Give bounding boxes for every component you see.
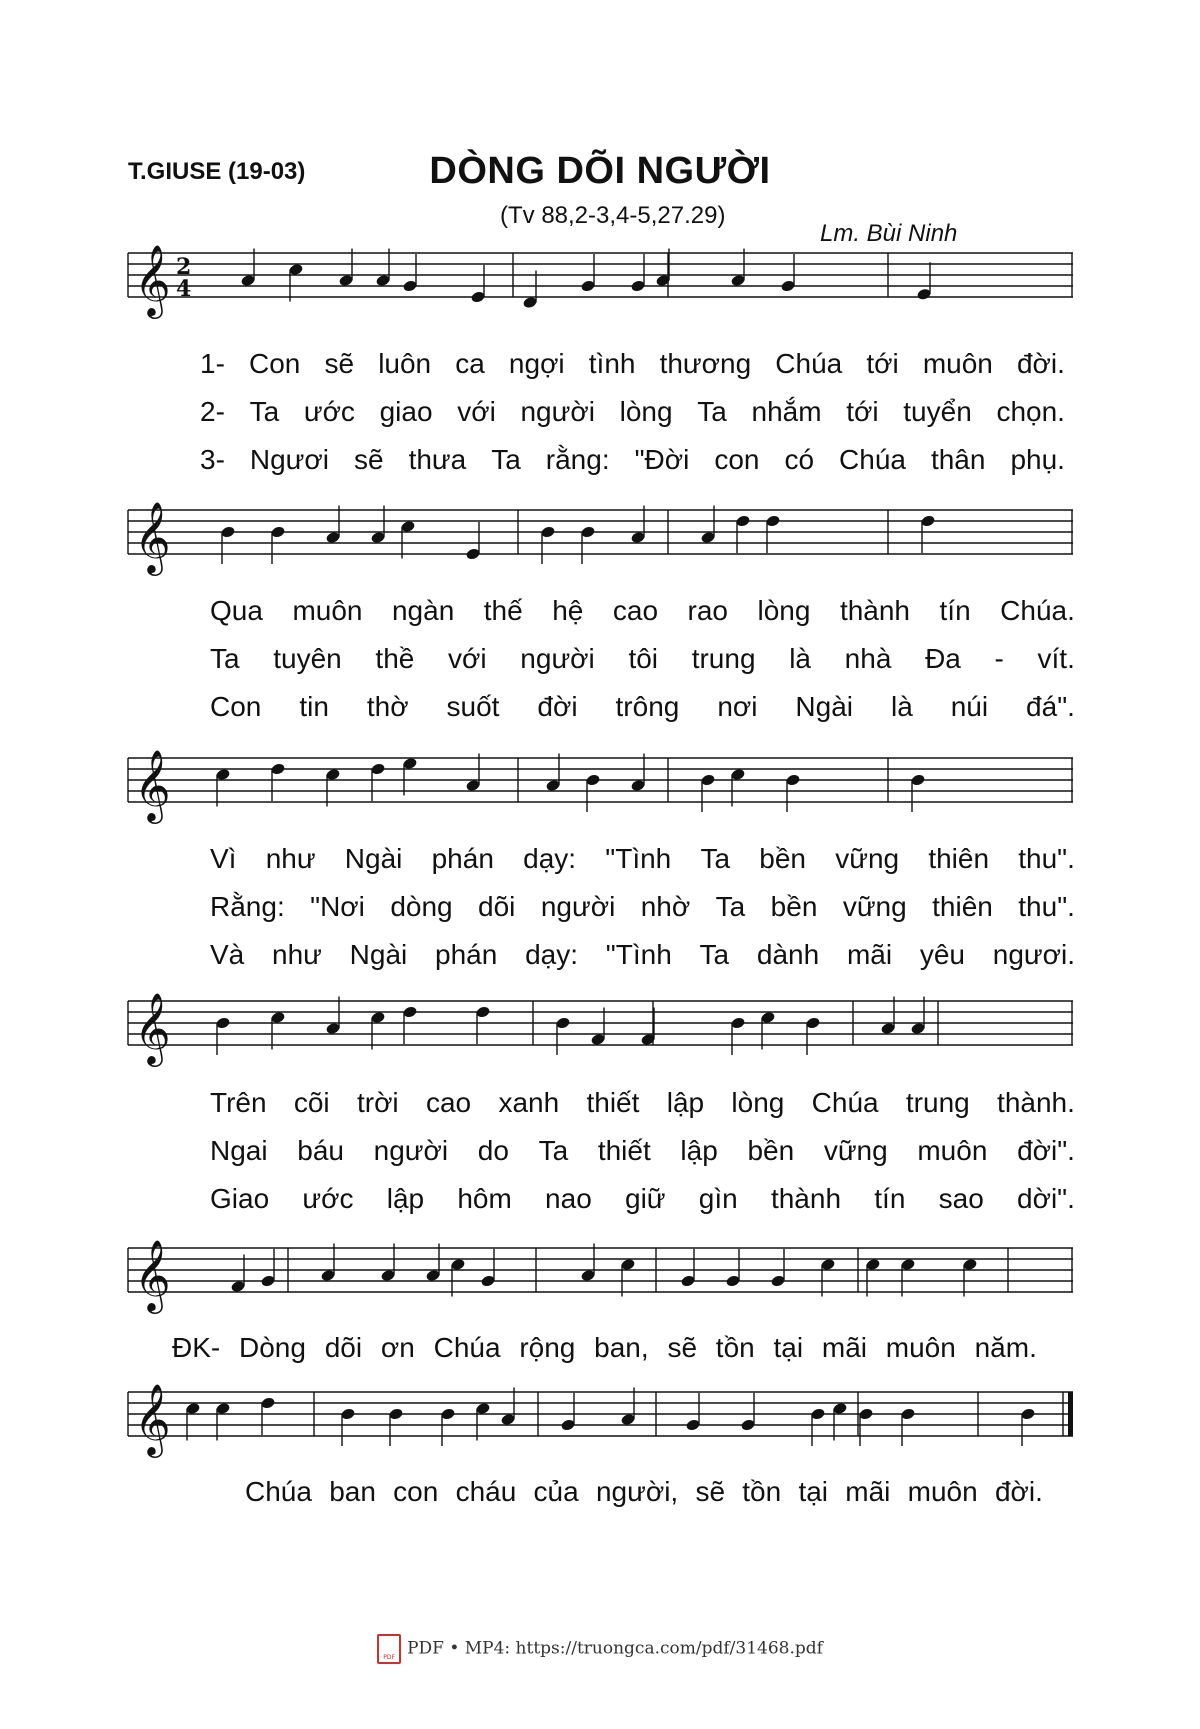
- verse2-line4: [210, 1135, 1075, 1167]
- lyric-word: luôn: [378, 348, 432, 379]
- lyric-word: rằng:: [545, 444, 610, 475]
- lyric-word: người,: [595, 1476, 679, 1507]
- lyric-word: sẽ: [354, 444, 384, 475]
- lyric-word: mãi: [845, 1476, 891, 1507]
- staff-system-5: [128, 1240, 1073, 1310]
- lyric-word: Ngươi: [249, 444, 330, 475]
- treble-clef-icon: 𝄞: [134, 991, 171, 1064]
- lyric-word: tín: [874, 1183, 906, 1214]
- lyric-word: muôn: [917, 1135, 988, 1166]
- lyric-word: người: [540, 891, 616, 922]
- verse3-line2: [210, 691, 1075, 723]
- staff-system-1: [128, 245, 1073, 315]
- lyric-word: thờ: [366, 691, 409, 722]
- lyric-word: tình: [588, 348, 636, 379]
- lyric-word: Ta: [700, 843, 731, 874]
- lyric-word: Chúa: [433, 1332, 501, 1363]
- time-signature-top: 2: [176, 254, 192, 280]
- lyric-word: ngươi.: [992, 939, 1075, 970]
- lyric-word: trông: [615, 691, 680, 722]
- lyric-word: đời.: [1016, 348, 1065, 379]
- verse2-line3: [210, 891, 1075, 923]
- lyric-word: trung: [691, 643, 756, 674]
- lyric-word: tại: [798, 1476, 829, 1507]
- lyric-word: ơn: [380, 1332, 415, 1363]
- refrain-line1: [172, 1332, 1037, 1364]
- lyric-word: rao: [687, 595, 728, 626]
- verse3-line1: [200, 444, 1065, 476]
- time-signature-bottom: 4: [176, 276, 192, 302]
- lyric-word: dõi: [324, 1332, 363, 1363]
- lyric-word: thu".: [1018, 891, 1075, 922]
- lyric-word: nhà: [844, 643, 892, 674]
- lyric-word: lòng: [757, 595, 811, 626]
- lyric-word: ngàn: [391, 595, 455, 626]
- lyric-word: tới: [846, 396, 879, 427]
- lyric-word: Ta: [210, 643, 240, 674]
- staff-lines: [128, 758, 1073, 802]
- lyric-word: cao: [612, 595, 659, 626]
- lyric-word: ban,: [594, 1332, 649, 1363]
- song-title: DÒNG DÕI NGƯỜI: [429, 150, 771, 192]
- lyric-word: do: [477, 1135, 509, 1166]
- lyric-word: Con: [249, 348, 301, 379]
- lyric-word: phán: [431, 843, 494, 874]
- treble-clef-icon: 𝄞: [134, 243, 171, 316]
- lyric-word: nao: [545, 1183, 592, 1214]
- lyric-word: lập: [666, 1087, 705, 1118]
- treble-clef-icon: 𝄞: [134, 748, 171, 821]
- lyric-word: vững: [823, 1135, 888, 1166]
- lyric-word: người: [520, 396, 595, 427]
- lyric-word: Chúa: [775, 348, 843, 379]
- staff-system-6: [128, 1384, 1073, 1454]
- lyric-word: thiên: [932, 891, 993, 922]
- lyric-word: yêu: [919, 939, 965, 970]
- lyric-word: như: [265, 843, 316, 874]
- lyric-word: vững: [835, 843, 900, 874]
- lyric-word: nơi: [717, 691, 758, 722]
- lyric-word: thu".: [1018, 843, 1075, 874]
- lyric-word: muôn: [907, 1476, 978, 1507]
- verse1-line1: [200, 348, 1065, 380]
- lyric-word: dành: [756, 939, 820, 970]
- lyric-word: cõi: [293, 1087, 330, 1118]
- lyric-word: phụ.: [1010, 444, 1065, 475]
- treble-clef-icon: 𝄞: [134, 500, 171, 573]
- lyric-word: 1-: [200, 348, 225, 379]
- lyric-word: con: [714, 444, 760, 475]
- lyric-word: sẽ: [695, 1476, 726, 1507]
- lyric-word: đời.: [994, 1476, 1043, 1507]
- lyric-word: tôi: [628, 643, 659, 674]
- lyric-word: muôn: [922, 348, 993, 379]
- lyric-word: tại: [773, 1332, 804, 1363]
- lyric-word: sẽ: [667, 1332, 698, 1363]
- footer-text: PDF • MP4: https://truongca.com/pdf/31468.pdf: [407, 1638, 823, 1659]
- lyric-word: cao: [425, 1087, 472, 1118]
- lyric-word: Con: [210, 691, 262, 722]
- verse1-line2: [210, 595, 1075, 627]
- lyric-word: thế: [483, 595, 523, 626]
- lyric-word: dòng: [390, 891, 453, 922]
- lyric-word: người: [373, 1135, 449, 1166]
- lyric-word: dạy:: [525, 939, 579, 970]
- lyric-word: ĐK-: [172, 1332, 221, 1363]
- lyric-word: lập: [386, 1183, 425, 1214]
- verse1-line4: [210, 1087, 1075, 1119]
- lyric-word: tuyên: [273, 643, 342, 674]
- lyric-word: Giao: [210, 1183, 270, 1214]
- lyric-word: Ta: [699, 939, 730, 970]
- treble-clef-icon: 𝄞: [134, 1238, 171, 1311]
- lyric-word: tới: [866, 348, 899, 379]
- psalm-reference: (Tv 88,2-3,4-5,27.29): [500, 202, 726, 229]
- lyric-word: Ta: [697, 396, 727, 427]
- lyric-word: thiên: [928, 843, 990, 874]
- lyric-word: Ngài: [344, 843, 403, 874]
- lyric-word: Đa: [925, 643, 961, 674]
- lyric-word: Chúa: [839, 444, 906, 475]
- lyric-word: là: [789, 643, 811, 674]
- lyric-word: 3-: [200, 444, 225, 475]
- lyric-word: thiết: [597, 1135, 651, 1166]
- lyric-word: Ta: [715, 891, 746, 922]
- lyric-word: Ta: [491, 444, 521, 475]
- lyric-word: Dòng: [239, 1332, 306, 1363]
- lyric-word: muôn: [885, 1332, 956, 1363]
- verse2-line1: [200, 396, 1065, 428]
- lyric-word: Trên: [210, 1087, 267, 1118]
- lyric-word: của: [533, 1476, 579, 1507]
- lyric-word: thương: [659, 348, 752, 379]
- staff-system-2: [128, 502, 1073, 572]
- staff-lines: [128, 253, 1073, 297]
- lyric-word: dạy:: [523, 843, 577, 874]
- lyric-word: Ngài: [795, 691, 854, 722]
- lyric-word: đá".: [1026, 691, 1075, 722]
- lyric-word: Qua: [210, 595, 263, 626]
- lyric-word: ngợi: [508, 348, 565, 379]
- lyric-word: ban: [329, 1476, 376, 1507]
- footer-link[interactable]: [0, 1634, 1200, 1664]
- lyric-word: báu: [297, 1135, 344, 1166]
- refrain-line2: [245, 1476, 1043, 1508]
- lyric-word: Chúa: [811, 1087, 879, 1118]
- lyric-word: có: [784, 444, 815, 475]
- lyric-word: sao: [938, 1183, 984, 1214]
- lyric-word: bền: [770, 891, 818, 922]
- lyric-word: bền: [759, 843, 806, 874]
- lyric-word: đời".: [1017, 1135, 1075, 1166]
- lyric-word: chọn.: [996, 396, 1065, 427]
- lyric-word: lập: [680, 1135, 718, 1166]
- lyric-word: "Tình: [605, 939, 672, 970]
- lyric-word: thề: [375, 643, 415, 674]
- lyric-word: trời: [356, 1087, 399, 1118]
- lyric-word: thiết: [586, 1087, 640, 1118]
- lyric-word: là: [890, 691, 913, 722]
- lyric-word: "Nơi: [310, 891, 365, 922]
- lyric-word: tuyển: [903, 396, 972, 427]
- lyric-word: sẽ: [324, 348, 355, 379]
- lyric-word: thành.: [997, 1087, 1075, 1118]
- occasion-label: T.GIUSE (19-03): [128, 158, 306, 185]
- lyric-word: cháu: [455, 1476, 517, 1507]
- lyric-word: bền: [747, 1135, 795, 1166]
- lyric-word: dõi: [478, 891, 516, 922]
- lyric-word: Ngai: [210, 1135, 268, 1166]
- lyric-word: -: [994, 643, 1004, 674]
- lyric-word: đời: [537, 691, 578, 722]
- staff-system-3: [128, 750, 1073, 820]
- lyric-word: hệ: [552, 595, 584, 626]
- verse2-line2: [210, 643, 1075, 675]
- lyric-word: thưa: [408, 444, 467, 475]
- lyric-word: ước: [303, 396, 355, 427]
- lyric-word: thành: [770, 1183, 842, 1214]
- lyric-word: tín: [939, 595, 971, 626]
- composer-name: Lm. Bùi Ninh: [820, 220, 958, 247]
- lyric-word: ca: [455, 348, 485, 379]
- lyric-word: "Tình: [605, 843, 672, 874]
- verse1-line3: [210, 843, 1075, 875]
- lyric-word: năm.: [974, 1332, 1037, 1363]
- lyric-word: dời".: [1017, 1183, 1075, 1214]
- lyric-word: Chúa.: [1000, 595, 1075, 626]
- lyric-word: Và: [210, 939, 245, 970]
- lyric-word: suốt: [446, 691, 500, 722]
- lyric-word: thân: [930, 444, 986, 475]
- lyric-word: lòng: [731, 1087, 785, 1118]
- lyric-word: phán: [435, 939, 498, 970]
- lyric-word: lòng: [619, 396, 673, 427]
- lyric-word: ước: [302, 1183, 354, 1214]
- pdf-file-icon: [377, 1634, 401, 1664]
- lyric-word: tin: [299, 691, 329, 722]
- staff-system-4: [128, 993, 1073, 1063]
- lyric-word: trung: [905, 1087, 970, 1118]
- lyric-word: vững: [842, 891, 907, 922]
- lyric-word: như: [272, 939, 322, 970]
- verse3-line4: [210, 1183, 1075, 1215]
- lyric-word: Ta: [249, 396, 280, 427]
- lyric-word: mãi: [846, 939, 893, 970]
- lyric-word: nhờ: [640, 891, 691, 922]
- lyric-word: với: [457, 396, 496, 427]
- lyric-word: nhắm: [751, 396, 822, 427]
- lyric-word: rộng: [519, 1332, 576, 1363]
- lyric-word: gìn: [698, 1183, 738, 1214]
- lyric-word: muôn: [292, 595, 363, 626]
- lyric-word: 2-: [200, 396, 225, 427]
- verse3-line3: [210, 939, 1075, 971]
- lyric-word: tồn: [742, 1476, 782, 1507]
- final-barline-thick: [1068, 1392, 1073, 1436]
- lyric-word: "Đời: [634, 444, 690, 475]
- lyric-word: Rằng:: [210, 891, 285, 922]
- lyric-word: Chúa: [245, 1476, 312, 1507]
- lyric-word: giao: [379, 396, 433, 427]
- lyric-word: Vì: [210, 843, 237, 874]
- lyric-word: hôm: [457, 1183, 512, 1214]
- lyric-word: thành: [839, 595, 911, 626]
- lyric-word: vít.: [1037, 643, 1075, 674]
- lyric-word: Ngài: [349, 939, 408, 970]
- lyric-word: với: [448, 643, 487, 674]
- treble-clef-icon: 𝄞: [134, 1382, 171, 1455]
- lyric-word: con: [393, 1476, 439, 1507]
- lyric-word: người: [520, 643, 595, 674]
- lyric-word: giữ: [625, 1183, 666, 1214]
- lyric-word: tồn: [715, 1332, 755, 1363]
- lyric-word: mãi: [821, 1332, 867, 1363]
- lyric-word: núi: [950, 691, 989, 722]
- lyric-word: Ta: [538, 1135, 569, 1166]
- lyric-word: xanh: [498, 1087, 560, 1118]
